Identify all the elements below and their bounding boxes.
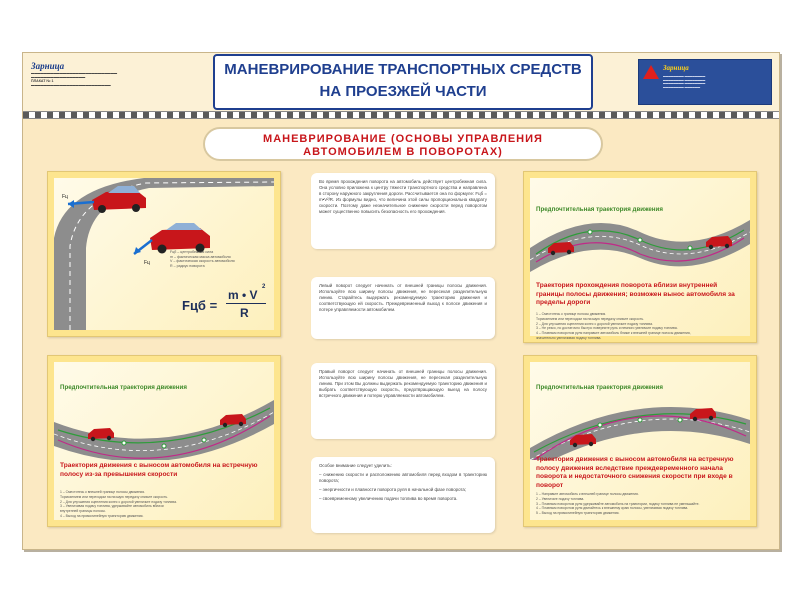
- legend-item: Fцб – центробежная сила: [170, 250, 214, 254]
- text-card-attention: [311, 457, 495, 533]
- caption-danger: Траектория движения с выносом автомобиля на встречную полосу движения вследствие преждевременного начала поворота и недостаточного снижения скорости при входе в поворот: [536, 456, 734, 489]
- logo-left-tag: ПЛАКАТ № 1: [31, 79, 54, 83]
- note-line: 2 – Для улучшения сцепления колес с дорогой увеличьте подачу топлива.: [60, 499, 177, 504]
- logo-right: [638, 59, 772, 105]
- logo-left-fineprint-2: ▬▬▬▬▬▬▬▬▬▬▬▬▬▬▬▬▬: [31, 75, 86, 79]
- note-line: Тормозением или переходом на низшую передачу снизьте скорость.: [536, 316, 645, 321]
- note-line: 5 – Выход на прямолинейную траекторию движения.: [536, 511, 620, 516]
- text-item: – своевременному увеличению подачи топлива во время поворота.: [319, 496, 458, 501]
- caption-preferred: Предпочтительная траектория движения: [60, 384, 187, 391]
- waypoint-marker: [588, 230, 592, 234]
- legend-item: V – фактическая скорость автомобиля: [170, 259, 235, 264]
- card-centrifugal-force-inner: [54, 178, 274, 330]
- formula-exponent: 2: [262, 284, 266, 290]
- text-paragraph: Во время прохождения поворота на автомобиль действует центробежная сила. Она условно приложена к центру тяжести транспортного средства и направлена в сторону наружного закругления дороги. Рассчитывается она по формуле: Fцб = m•V²/R. Из формулы видно, что величина этой силы пропорциональна квадрату скорости. Поэтому даже незначительное снижение скорости перед поворотом может существенно повысить безопасность его прохождения.: [319, 179, 487, 214]
- note-line: 3 – Не резко, но достаточно быстро поверните руль и немного увеличьте подачу топлива.: [536, 326, 678, 331]
- waypoint-marker: [638, 238, 642, 242]
- card-early-turn-trajectory-inner: [530, 362, 750, 520]
- note-line: 1 – Направьте автомобиль к внешней границе полосы движения.: [536, 492, 639, 496]
- note-line: 3 – Увеличивая подачу топлива, удерживайте автомобиль вблизи: [60, 504, 164, 509]
- text-paragraph: Правый поворот следует начинать от внешней границы полосы движения. Используйте всю ширину полосы движения, не пересекая разделительную линию. При этом Вы должны выдержать рекомендуемую траекторию движения и выбрать соответствующую скорость, предотвращающую выезд на полосу встречного движения и потерю управляемости автомобилем.: [319, 369, 487, 398]
- text-intro: Особое внимание следует уделить:: [319, 463, 392, 468]
- legend-item: m – фактическая масса автомобиля: [170, 254, 231, 259]
- caption-danger: Траектория прохождения поворота вблизи внутренней границы полосы движения; возможен вынос автомобиля за пределы дороги: [536, 282, 735, 306]
- header-rail: [23, 111, 779, 119]
- note-line: 2 – Для улучшения сцепления колес с дорогой увеличьте подачу топлива.: [536, 321, 653, 326]
- warning-triangle-icon: [643, 65, 659, 79]
- text-card-left-turn: [311, 277, 495, 339]
- subtitle-line1: МАНЕВРИРОВАНИЕ (ОСНОВЫ УПРАВЛЕНИЯ: [263, 133, 543, 145]
- card-overspeed-trajectory-inner: [54, 362, 274, 520]
- card-inner-trajectory-inner: [530, 178, 750, 340]
- road-trajectory-illustration: [530, 390, 750, 460]
- road-trajectory-illustration: [530, 214, 750, 284]
- formula-numerator: m • V: [228, 288, 258, 302]
- waypoint-marker: [678, 418, 682, 422]
- logo-right-fineprint: ▬▬▬▬▬▬▬▬ ▬▬▬▬▬▬▬▬ ▬▬▬▬▬▬▬▬ ▬▬▬▬▬▬▬▬ ▬▬▬▬▬▬▬▬ ▬▬▬▬▬▬▬▬ ▬▬▬▬▬▬▬▬ ▬▬▬▬▬▬: [663, 75, 706, 89]
- force-label-2: Fц: [144, 260, 150, 266]
- note-line: 1 – Сместитесь к границе полосы движения.: [536, 312, 607, 316]
- waypoint-marker: [688, 246, 692, 250]
- force-label-1: Fц: [62, 194, 68, 200]
- variables-legend: [170, 250, 270, 268]
- note-line: 2 – Увеличьте подачу топлива.: [536, 496, 585, 501]
- main-title-line2: НА ПРОЕЗЖЕЙ ЧАСТИ: [319, 83, 487, 100]
- road-trajectory-illustration: [54, 390, 274, 460]
- car-icon: [150, 223, 210, 254]
- poster: [22, 52, 780, 550]
- logo-right-brand: Зарница: [663, 64, 689, 72]
- road-surface: [530, 407, 750, 460]
- note-line: 4 – Выход на прямолинейную траекторию движения.: [60, 513, 144, 518]
- note-line: значительно увеличивая подачу топлива.: [536, 335, 602, 340]
- note-line: Тормозением или переходом на низшую передачу снизьте скорость.: [60, 494, 169, 499]
- waypoint-marker: [598, 423, 602, 427]
- steps-notes: [536, 312, 691, 341]
- text-paragraph: Левый поворот следует начинать от внешней границы полосы движения. Используйте всю ширину полосы движения, не пересекая разделительную линию. Старайтесь выдержать рекомендуемую траекторию движения и соответствующую ей скорость. Преждевременный выход к полосе движения и потере управляемости автомобилем.: [319, 283, 487, 312]
- formula-lhs: Fцб =: [182, 298, 218, 313]
- waypoint-marker: [122, 441, 126, 445]
- section-subtitle: [203, 127, 603, 161]
- centrifugal-formula: [182, 284, 278, 328]
- header-bar: [23, 53, 779, 111]
- formula-denominator: R: [240, 306, 249, 320]
- note-line: 3 – Плавным поворотом руля удерживайте автомобиль на траектории, подачу топлива не уменьшайте.: [536, 501, 700, 506]
- caption-preferred: Предпочтительная траектория движения: [536, 206, 663, 213]
- logo-left: [31, 61, 201, 105]
- note-line: 4 – Плавным поворотом руля двигайтесь к внешнему краю полосы, увеличивая подачу топлива.: [536, 506, 689, 511]
- note-line: 1 – Сместитесь к внешней границе полосы движения.: [60, 490, 146, 494]
- main-title-line1: МАНЕВРИРОВАНИЕ ТРАНСПОРТНЫХ СРЕДСТВ: [224, 61, 582, 78]
- logo-left-brand: Зарница: [31, 61, 65, 71]
- text-item: – энергичности и плавности поворота руля в начальной фазе поворота;: [319, 487, 467, 492]
- formula-fraction-bar: [226, 303, 266, 304]
- logo-left-fineprint-3: ▬▬▬▬▬▬▬▬▬▬▬▬▬▬▬▬▬▬▬▬▬▬▬▬▬: [31, 83, 111, 87]
- logo-left-fineprint-1: ▬▬▬▬▬▬▬▬▬▬▬▬▬▬▬▬▬▬▬▬▬▬▬▬▬▬▬: [31, 71, 118, 75]
- text-card-right-turn: [311, 363, 495, 439]
- subtitle-line2: АВТОМОБИЛЕМ В ПОВОРОТАХ): [303, 146, 503, 158]
- caption-danger: Траектория движения с выносом автомобиля на встречную полосу из-за превышения скорости: [60, 462, 258, 478]
- text-card-centrifugal: [311, 173, 495, 249]
- waypoint-marker: [162, 444, 166, 448]
- waypoint-marker: [638, 418, 642, 422]
- text-item: – снижению скорости и расположению автомобиля перед входом в траекторию поворота;: [319, 472, 487, 483]
- legend-item: R – радиус поворота: [170, 263, 205, 268]
- card-inner-trajectory: [523, 171, 757, 343]
- card-overspeed-trajectory: [47, 355, 281, 527]
- note-line: 4 – Плавным поворотом руля направьте автомобиль ближе к внешней границе полосы движения,: [536, 331, 691, 336]
- note-line: внутренней границы полосы.: [60, 509, 106, 514]
- caption-preferred: Предпочтительная траектория движения: [536, 384, 663, 391]
- card-early-turn-trajectory: [523, 355, 757, 527]
- steps-notes: [60, 490, 177, 519]
- waypoint-marker: [202, 438, 206, 442]
- card-centrifugal-force: [47, 171, 281, 337]
- main-title: [213, 54, 593, 110]
- steps-notes: [536, 492, 699, 516]
